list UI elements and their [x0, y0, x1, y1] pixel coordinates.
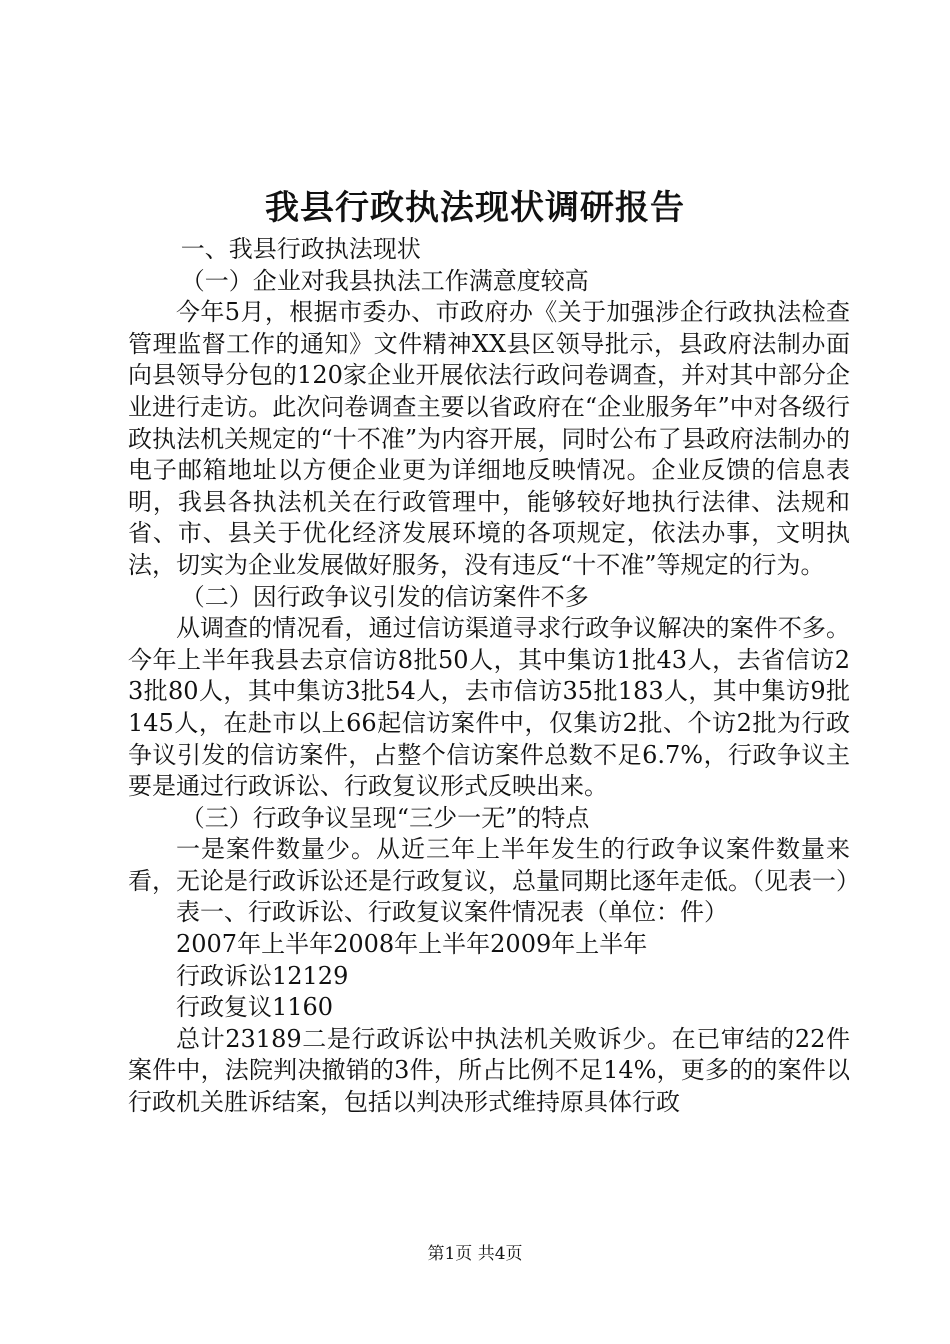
subsection-heading-2: （二）因行政争议引发的信访案件不多	[180, 582, 589, 611]
document-title: 我县行政执法现状调研报告	[265, 188, 685, 228]
table-header-row: 2007年上半年2008年上半年2009年上半年	[176, 930, 648, 959]
table-row-litigation: 行政诉讼12129	[176, 961, 349, 990]
subsection-heading-1: （一）企业对我县执法工作满意度较高	[180, 266, 589, 295]
paragraph-1: 今年5月，根据市委办、市政府办《关于加强涉企行政执法检查管理监督工作的通知》文件精神XX县区领导批示，县政府法制办面向县领导分包的120家企业开展依法行政问卷调查，并对其中部分企业进行走访。此次问卷调查主要以省政府在“企业服务年”中对各级行政执法机关规定的“十不准”为内容开展，同时公布了县政府法制办的电子邮箱地址以方便企业更为详细地反映情况。企业反馈的信息表明，我县各执法机关在行政管理中，能够较好地执行法律、法规和省、市、县关于优化经济发展环境的各项规定，依法办事，文明执法，切实为企业发展做好服务，没有违反“十不准”等规定的行为。	[128, 298, 850, 579]
paragraph-3: 一是案件数量少。从近三年上半年发生的行政争议案件数量来看，无论是行政诉讼还是行政复议，总量同期比逐年走低。（见表一）	[128, 835, 860, 895]
document-body	[128, 234, 860, 1119]
table-row-reconsideration: 行政复议1160	[176, 993, 334, 1022]
table-caption: 表一、行政诉讼、行政复议案件情况表（单位：件）	[176, 898, 728, 927]
paragraph-2: 从调查的情况看，通过信访渠道寻求行政争议解决的案件不多。今年上半年我县去京信访8批50人，其中集访1批43人，去省信访23批80人，其中集访3批54人，去市信访35批183人，其中集访9批145人，在赴市以上66起信访案件中，仅集访2批、个访2批为行政争议引发的信访案件，占整个信访案件总数不足6.7%，行政争议主要是通过行政诉讼、行政复议形式反映出来。	[128, 614, 850, 801]
paragraph-4: 总计23189二是行政诉讼中执法机关败诉少。在已审结的22件案件中，法院判决撤销的3件，所占比例不足14%，更多的的案件以行政机关胜诉结案，包括以判决形式维持原具体行政	[128, 1024, 850, 1117]
section-heading-1: 一、我县行政执法现状	[180, 235, 421, 263]
page-footer: 第1页 共4页	[427, 1244, 523, 1264]
subsection-heading-3: （三）行政争议呈现“三少一无”的特点	[180, 803, 590, 832]
